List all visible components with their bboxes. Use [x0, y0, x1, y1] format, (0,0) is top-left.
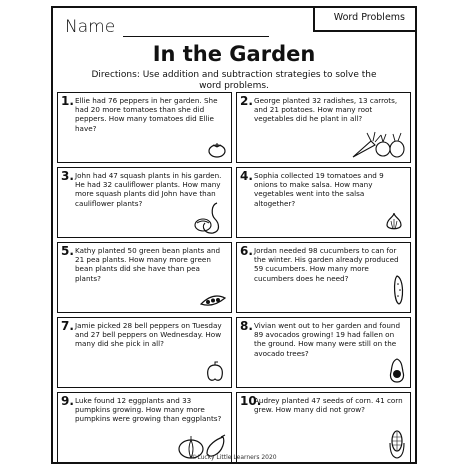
problem-card [236, 242, 411, 313]
problem-number: 10. [240, 394, 262, 408]
problem-text: Sophia collected 19 tomatoes and 9 onions to make salsa. How many vegetables went into the salsa altogether? [254, 171, 384, 208]
problem-text: Kathy planted 50 green bean plants and 21 pea plants. How many more green bean plants did she have than pea plants? [75, 246, 221, 283]
problem-card [57, 392, 232, 463]
directions-text: Directions: Use addition and subtraction strategies to solve the word problems. [91, 70, 377, 91]
problem-text: Audrey planted 47 seeds of corn. 41 corn grew. How many did not grow? [254, 396, 403, 415]
problem-number: 2. [240, 94, 253, 108]
problem-number: 5. [61, 244, 74, 258]
problem-text: Luke found 12 eggplants and 33 pumpkins growing. How many more pumpkins were growing than eggplants? [75, 396, 222, 424]
problem-text: Vivian went out to her garden and found 89 avocados growing! 19 had fallen on the ground. How many were still on the avocado trees? [254, 321, 401, 358]
problem-card [57, 92, 232, 163]
problem-card [57, 167, 232, 238]
problem-text: Jordan needed 98 cucumbers to can for the winter. His garden already produced 59 cucumbers. How many more cucumbers does he need? [254, 246, 399, 283]
root-vegetables-icon [349, 129, 407, 159]
name-line [123, 36, 269, 37]
worksheet-tag-text: Word Problems [333, 12, 405, 23]
problem-number: 7. [61, 319, 74, 333]
problem-card [236, 167, 411, 238]
pea-pod-icon [199, 294, 227, 308]
problem-card [236, 317, 411, 388]
problem-card [57, 242, 232, 313]
problem-card [236, 392, 411, 463]
page-title: In the Garden [152, 42, 316, 66]
copyright-footer: ©Lucky Little Learners 2020 [191, 454, 277, 461]
tomato-icon [207, 140, 227, 158]
problem-number: 3. [61, 169, 74, 183]
problem-text: John had 47 squash plants in his garden. He had 32 cauliflower plants. How many more squash plants did John have than cauliflower plants? [75, 171, 222, 208]
cucumber-icon [392, 274, 406, 306]
bell-pepper-icon [205, 361, 225, 383]
squash-icon [193, 201, 227, 235]
problem-number: 1. [61, 94, 74, 108]
problem-text: Ellie had 76 peppers in her garden. She had 20 more tomatoes than she did peppers. How many tomatoes did Ellie have? [75, 96, 218, 133]
problem-text: George planted 32 radishes, 13 carrots, and 21 potatoes. How many root vegetables did he plant in all? [254, 96, 398, 124]
avocado-icon [388, 357, 406, 383]
problem-card [236, 92, 411, 163]
worksheet-tag [313, 8, 415, 32]
onion-icon [384, 211, 404, 233]
problem-number: 4. [240, 169, 253, 183]
name-label: Name [65, 17, 116, 37]
problem-number: 8. [240, 319, 253, 333]
worksheet [51, 6, 417, 464]
problem-card [57, 317, 232, 388]
problem-text: Jamie picked 28 bell peppers on Tuesday and 27 bell peppers on Wednesday. How many did she pick in all? [75, 321, 222, 349]
problem-number: 6. [240, 244, 253, 258]
problem-number: 9. [61, 394, 74, 408]
